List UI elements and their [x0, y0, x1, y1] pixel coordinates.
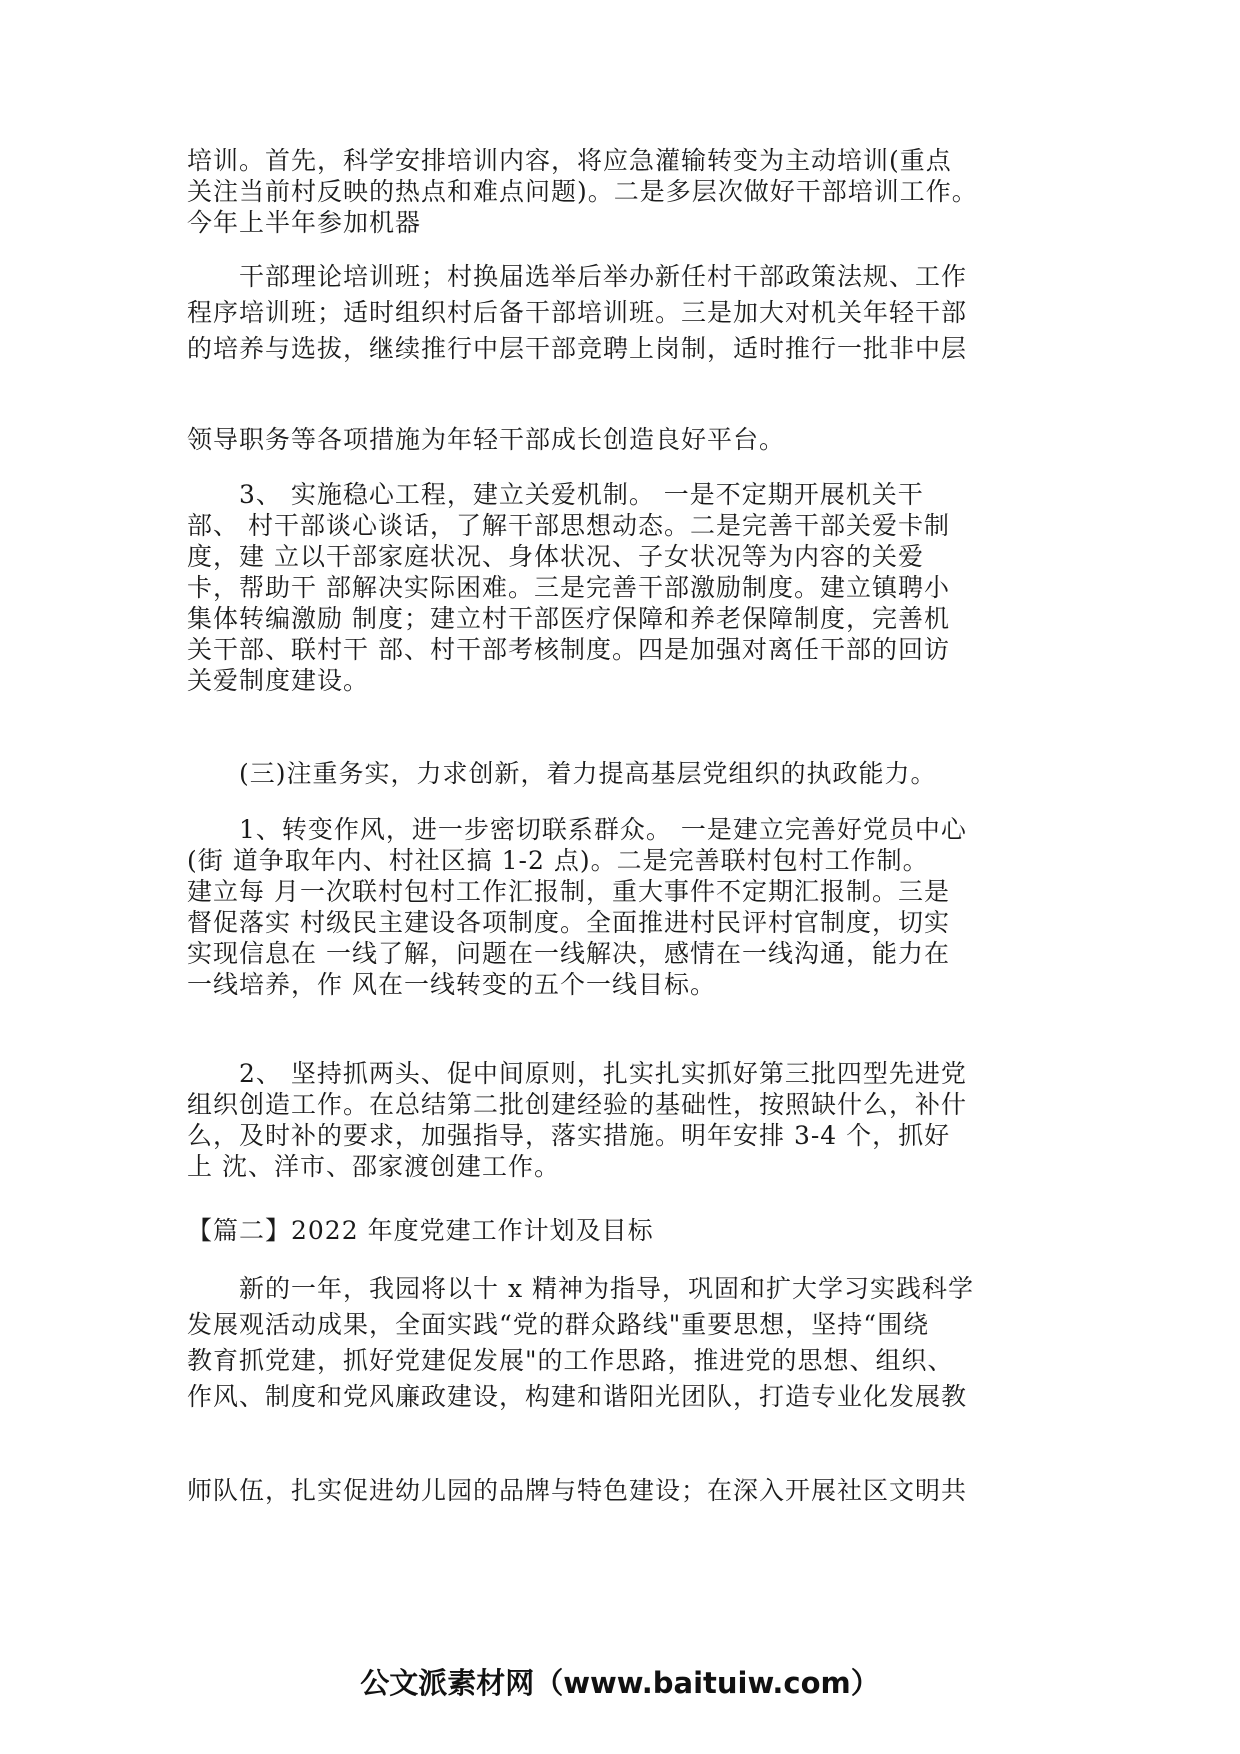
text-line: 今年上半年参加机器	[187, 208, 422, 237]
text-line: 领导职务等各项措施为年轻干部成长创造良好平台。	[187, 425, 786, 454]
text-line: (街 道争取年内、村社区搞 1-2 点)。二是完善联村包村工作制。	[187, 846, 929, 875]
text-line: 督促落实 村级民主建设各项制度。全面推进村民评村官制度，切实	[187, 908, 950, 937]
text-line: 实现信息在 一线了解，问题在一线解决，感情在一线沟通，能力在	[187, 939, 950, 968]
text-line: 师队伍，扎实促进幼儿园的品牌与特色建设；在深入开展社区文明共	[187, 1476, 968, 1505]
text-line: 度，建 立以干部家庭状况、身体状况、子女状况等为内容的关爱	[187, 542, 924, 571]
footer-watermark: 公文派素材网（www.baituiw.com）	[360, 1666, 880, 1700]
text-line: 建立每 月一次联村包村工作汇报制，重大事件不定期汇报制。三是	[187, 877, 950, 906]
text-line: 关注当前村反映的热点和难点问题)。二是多层次做好干部培训工作。	[187, 177, 978, 206]
paragraph-9	[187, 1271, 1067, 1415]
text-line: 教育抓党建，抓好党建促发展"的工作思路，推进党的思想、组织、	[187, 1346, 954, 1375]
text-line: 的培养与选拔，继续推行中层干部竞聘上岗制，适时推行一批非中层	[187, 334, 968, 363]
text-line: 程序培训班；适时组织村后备干部培训班。三是加大对机关年轻干部	[187, 298, 968, 327]
text-line: 么，及时补的要求，加强指导，落实措施。明年安排 3-4 个，抓好	[187, 1121, 951, 1150]
text-line: 2、 坚持抓两头、促中间原则，扎实扎实抓好第三批四型先进党	[187, 1059, 967, 1088]
paragraph-3	[187, 424, 1067, 455]
text-line: 发展观活动成果，全面实践“党的群众路线"重要思想，坚持“围绕	[187, 1310, 930, 1339]
paragraph-7	[187, 1058, 1067, 1182]
text-line: 新的一年，我园将以十 x 精神为指导，巩固和扩大学习实践科学	[187, 1274, 974, 1303]
paragraph-5	[187, 758, 1067, 789]
paragraph-2	[187, 259, 1067, 367]
text-line: 上 沈、洋市、邵家渡创建工作。	[187, 1152, 560, 1181]
text-line: 关爱制度建设。	[187, 666, 370, 695]
paragraph-1	[187, 145, 1067, 238]
text-line: 集体转编激励 制度；建立村干部医疗保障和养老保障制度，完善机	[187, 604, 950, 633]
text-line: 卡，帮助干 部解决实际困难。三是完善干部激励制度。建立镇聘小	[187, 573, 950, 602]
text-line: 关干部、联村干 部、村干部考核制度。四是加强对离任干部的回访	[187, 635, 950, 664]
text-line: 组织创造工作。在总结第二批创建经验的基础性，按照缺什么，补什	[187, 1090, 968, 1119]
paragraph-10	[187, 1475, 1067, 1506]
text-line: 【篇二】2022 年度党建工作计划及目标	[187, 1216, 654, 1245]
paragraph-6	[187, 814, 1067, 1000]
text-line: 1、转变作风，进一步密切联系群众。 一是建立完善好党员中心	[187, 815, 967, 844]
text-line: 3、 实施稳心工程，建立关爱机制。 一是不定期开展机关干	[187, 480, 924, 509]
text-line: (三)注重务实，力求创新，着力提高基层党组织的执政能力。	[187, 759, 937, 788]
text-line: 一线培养，作 风在一线转变的五个一线目标。	[187, 970, 716, 999]
text-line: 培训。首先，科学安排培训内容，将应急灌输转变为主动培训(重点	[187, 146, 952, 175]
text-line: 干部理论培训班；村换届选举后举办新任村干部政策法规、工作	[187, 262, 968, 291]
text-line: 作风、制度和党风廉政建设，构建和谐阳光团队，打造专业化发展教	[187, 1382, 968, 1411]
section-heading	[187, 1215, 1067, 1246]
text-line: 部、 村干部谈心谈话，了解干部思想动态。二是完善干部关爱卡制	[187, 511, 950, 540]
paragraph-4	[187, 479, 1067, 696]
